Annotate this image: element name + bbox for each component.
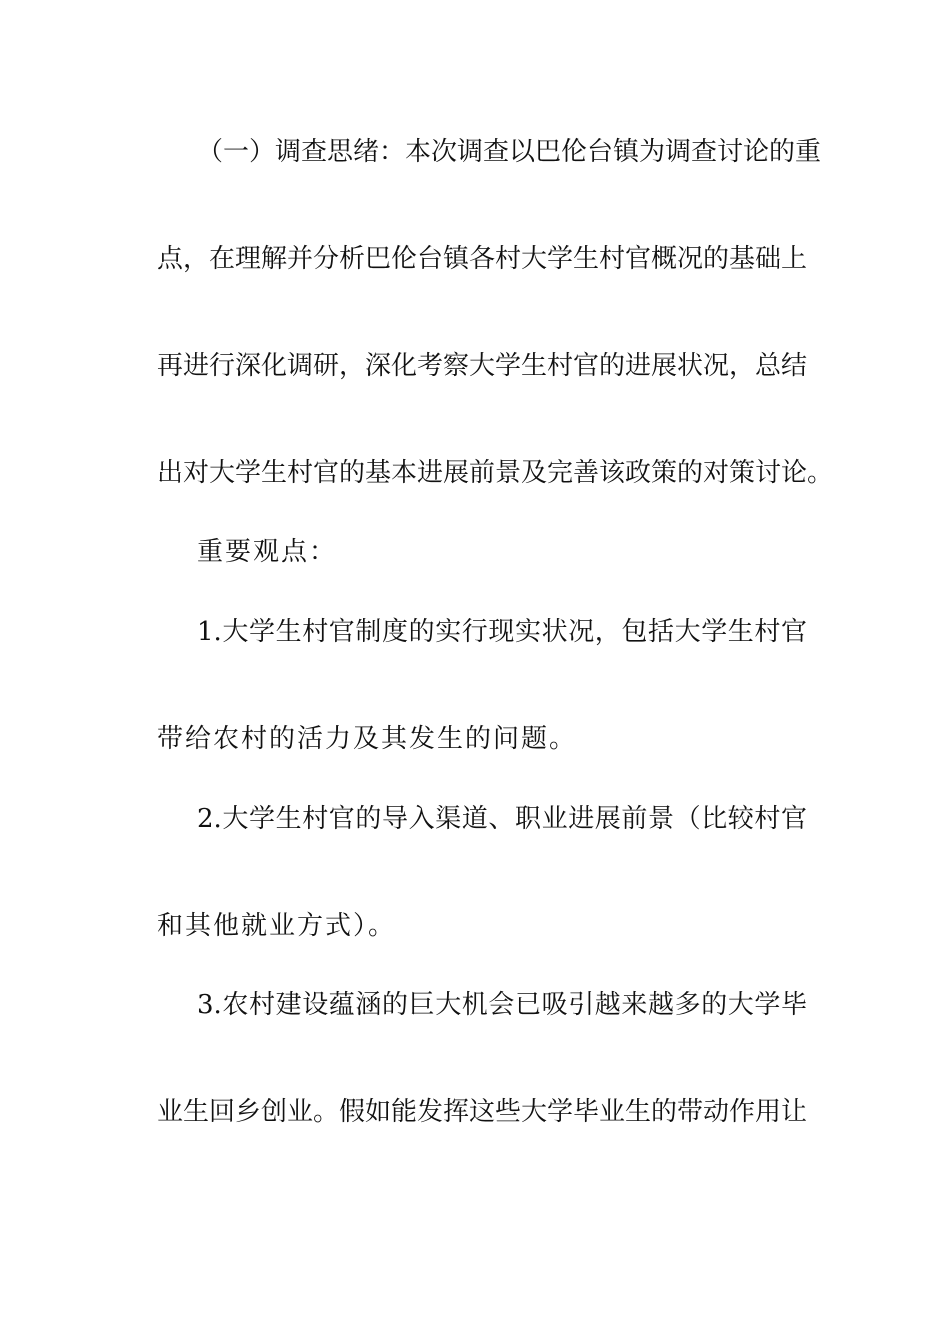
paragraph-line: 点，在理解并分析巴伦台镇各村大学生村官概况的基础上 [157,244,808,274]
list-item-line: 3.农村建设蕴涵的巨大机会已吸引越来越多的大学毕 [197,990,807,1020]
paragraph-line: 再进行深化调研，深化考察大学生村官的进展状况，总结 [157,351,808,381]
list-item-line: 1.大学生村官制度的实行现实状况，包括大学生村官 [197,617,807,647]
list-item-line: 业生回乡创业。假如能发挥这些大学毕业生的带动作用让 [157,1097,808,1127]
list-item-line: 带给农村的活力及其发生的问题。 [157,724,578,754]
section-heading: 重要观点： [197,537,338,567]
paragraph-line: 出对大学生村官的基本进展前景及完善该政策的对策讨论。 [157,458,834,488]
list-item-line: 和其他就业方式）。 [157,911,397,941]
list-item-line: 2.大学生村官的导入渠道、职业进展前景（比较村官 [197,804,807,834]
paragraph-line: （一）调查思绪：本次调查以巴伦台镇为调查讨论的重 [197,137,822,167]
